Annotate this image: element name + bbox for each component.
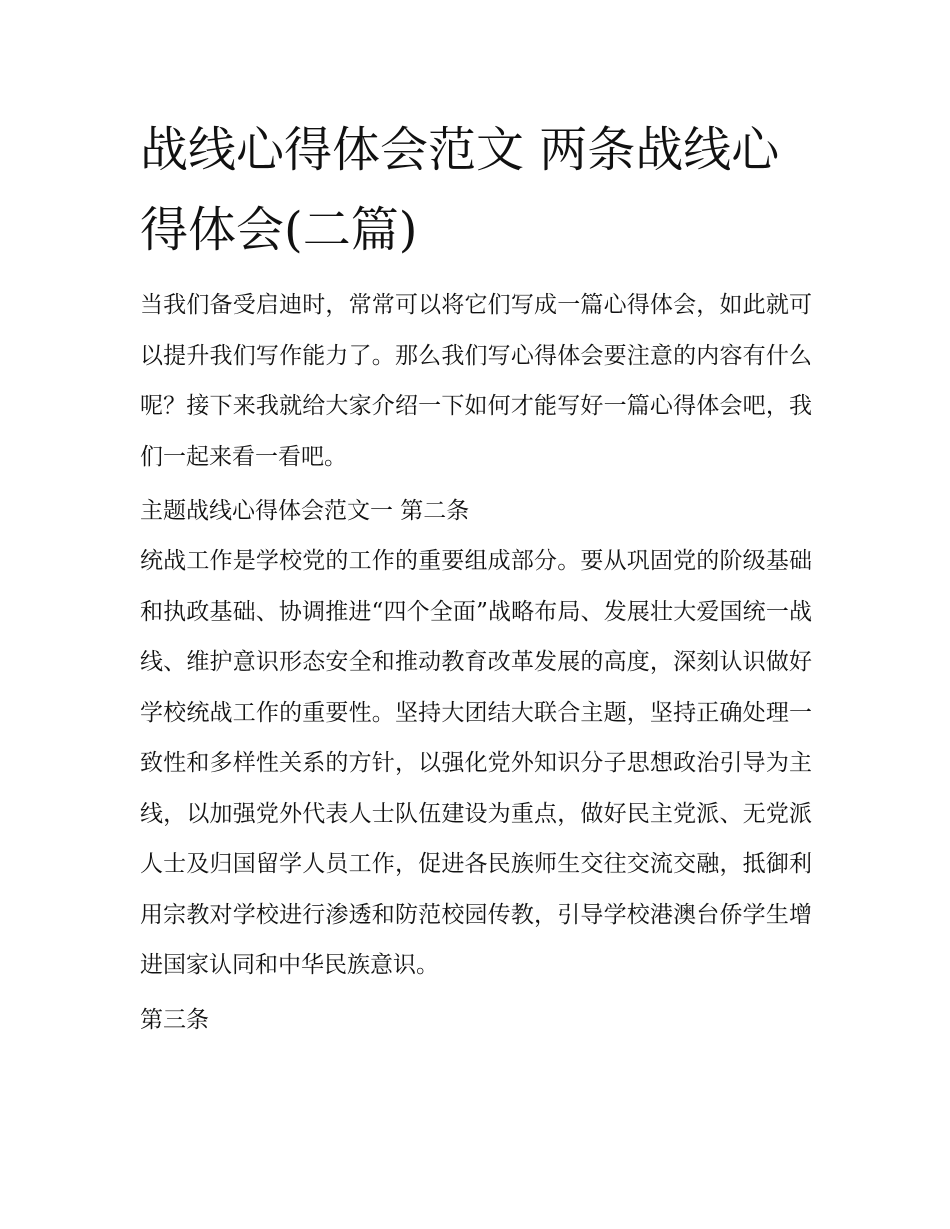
document-page (140, 110, 812, 1045)
intro-paragraph: 当我们备受启迪时，常常可以将它们写成一篇心得体会，如此就可以提升我们写作能力了。那么我们写心得体会要注意的内容有什么呢？接下来我就给大家介绍一下如何才能写好一篇心得体会吧，我们一起来看一看吧。 (140, 292, 812, 470)
body-paragraph: 统战工作是学校党的工作的重要组成部分。要从巩固党的阶级基础和执政基础、协调推进“四个全面”战略布局、发展壮大爱国统一战线、维护意识形态安全和推动教育改革发展的高度，深刻认识做好学校统战工作的重要性。坚持大团结大联合主题，坚持正确处理一致性和多样性关系的方针，以强化党外知识分子思想政治引导为主线，以加强党外代表人士队伍建设为重点，做好民主党派、无党派人士及归国留学人员工作，促进各民族师生交往交流交融，抵御利用宗教对学校进行渗透和防范校园传教，引导学校港澳台侨学生增进国家认同和中华民族意识。 (140, 548, 812, 978)
section-heading: 主题战线心得体会范文一 第二条 (140, 498, 470, 524)
document-title: 战线心得体会范文 两条战线心得体会(二篇) (140, 122, 780, 258)
article-heading: 第三条 (140, 1006, 209, 1033)
